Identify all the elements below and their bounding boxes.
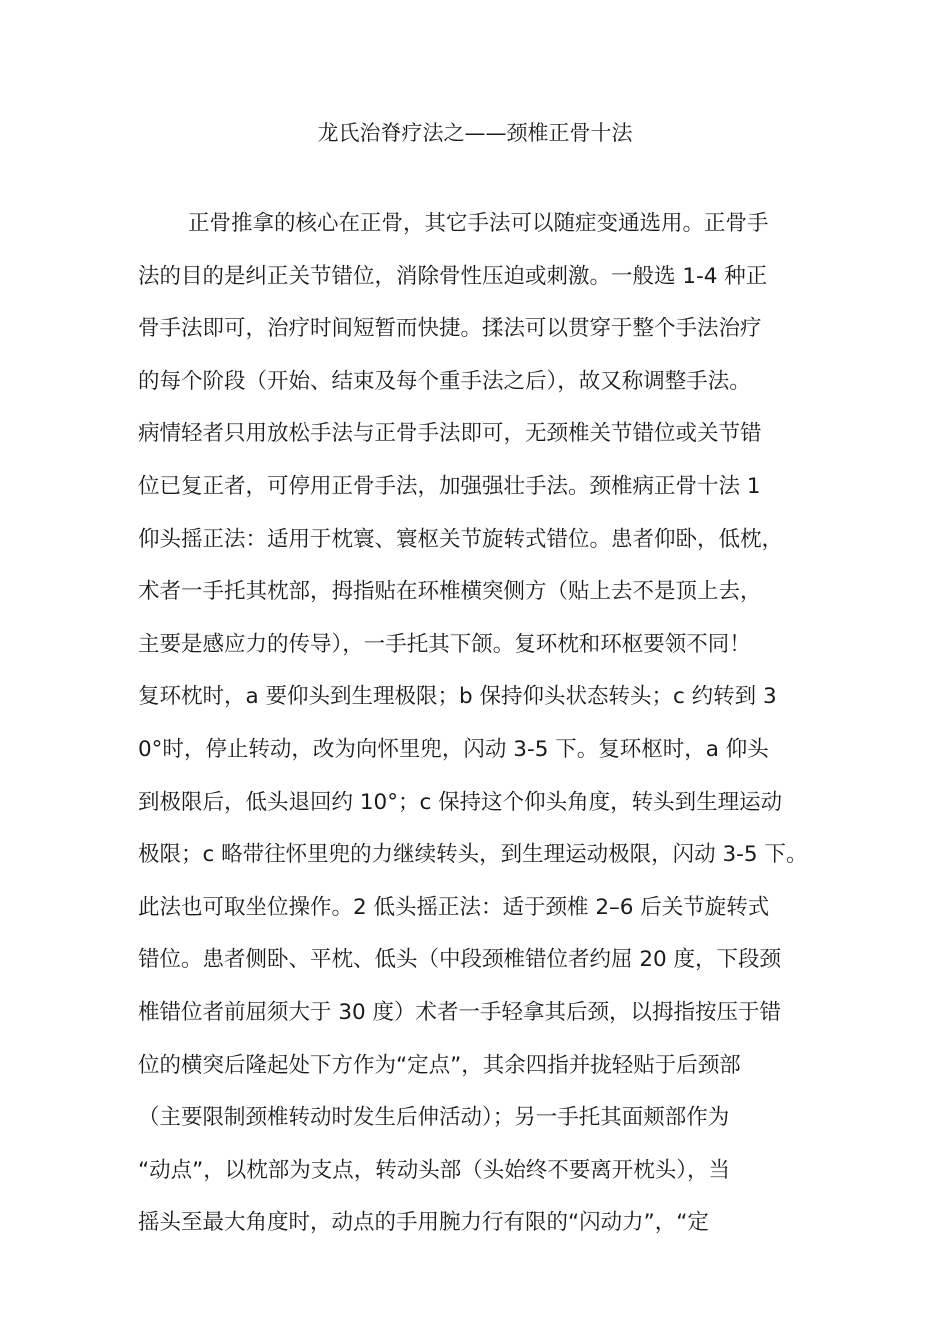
body-line: 复环枕时，a 要仰头到生理极限；b 保持仰头状态转头；c 约转到 3 xyxy=(138,684,777,710)
body-line: 术者一手托其枕部，拇指贴在环椎横突侧方（贴上去不是顶上去， xyxy=(138,579,762,605)
body-line: 的每个阶段（开始、结束及每个重手法之后），故又称调整手法。 xyxy=(138,368,751,394)
document-title: 龙氏治脊疗法之——颈椎正骨十法 xyxy=(317,121,633,145)
body-line: 正骨推拿的核心在正骨，其它手法可以随症变通选用。正骨手 xyxy=(188,211,769,236)
body-line: 法的目的是纠正关节错位，消除骨性压迫或刺激。一般选 1-4 种正 xyxy=(138,263,768,289)
body-line: 椎错位者前屈须大于 30 度）术者一手轻拿其后颈，以拇指按压于错 xyxy=(138,999,782,1025)
body-line: 摇头至最大角度时，动点的手用腕力行有限的“闪动力”，“定 xyxy=(138,1210,709,1236)
body-line: 极限；c 略带往怀里兜的力继续转头，到生理运动极限，闪动 3-5 下。 xyxy=(138,842,808,868)
body-line: “动点”，以枕部为支点，转动头部（头始终不要离开枕头），当 xyxy=(138,1157,731,1183)
body-line: （主要限制颈椎转动时发生后伸活动）；另一手托其面颊部作为 xyxy=(138,1105,730,1131)
body-line: 0°时，停止转动，改为向怀里兜，闪动 3-5 下。复环枢时，a 仰头 xyxy=(138,736,769,762)
body-line: 位已复正者，可停用正骨手法，加强强壮手法。颈椎病正骨十法 1 xyxy=(138,473,761,499)
document-body xyxy=(138,206,828,1258)
body-line: 骨手法即可，治疗时间短暂而快捷。揉法可以贯穿于整个手法治疗 xyxy=(138,316,762,342)
body-line: 错位。患者侧卧、平枕、低头（中段颈椎错位者约屈 20 度，下段颈 xyxy=(138,947,782,973)
body-line: 位的横突后隆起处下方作为“定点”，其余四指并拢轻贴于后颈部 xyxy=(138,1052,741,1078)
body-line: 仰头摇正法：适用于枕寰、寰枢关节旋转式错位。患者仰卧，低枕， xyxy=(138,526,784,552)
body-line: 主要是感应力的传导），一手托其下颌。复环枕和环枢要领不同！ xyxy=(138,631,751,657)
body-line: 此法也可取坐位操作。2 低头摇正法：适于颈椎 2–6 后关节旋转式 xyxy=(138,894,770,920)
body-line: 到极限后，低头退回约 10°；c 保持这个仰头角度，转头到生理运动 xyxy=(138,789,783,815)
body-line: 病情轻者只用放松手法与正骨手法即可，无颈椎关节错位或关节错 xyxy=(138,421,762,447)
